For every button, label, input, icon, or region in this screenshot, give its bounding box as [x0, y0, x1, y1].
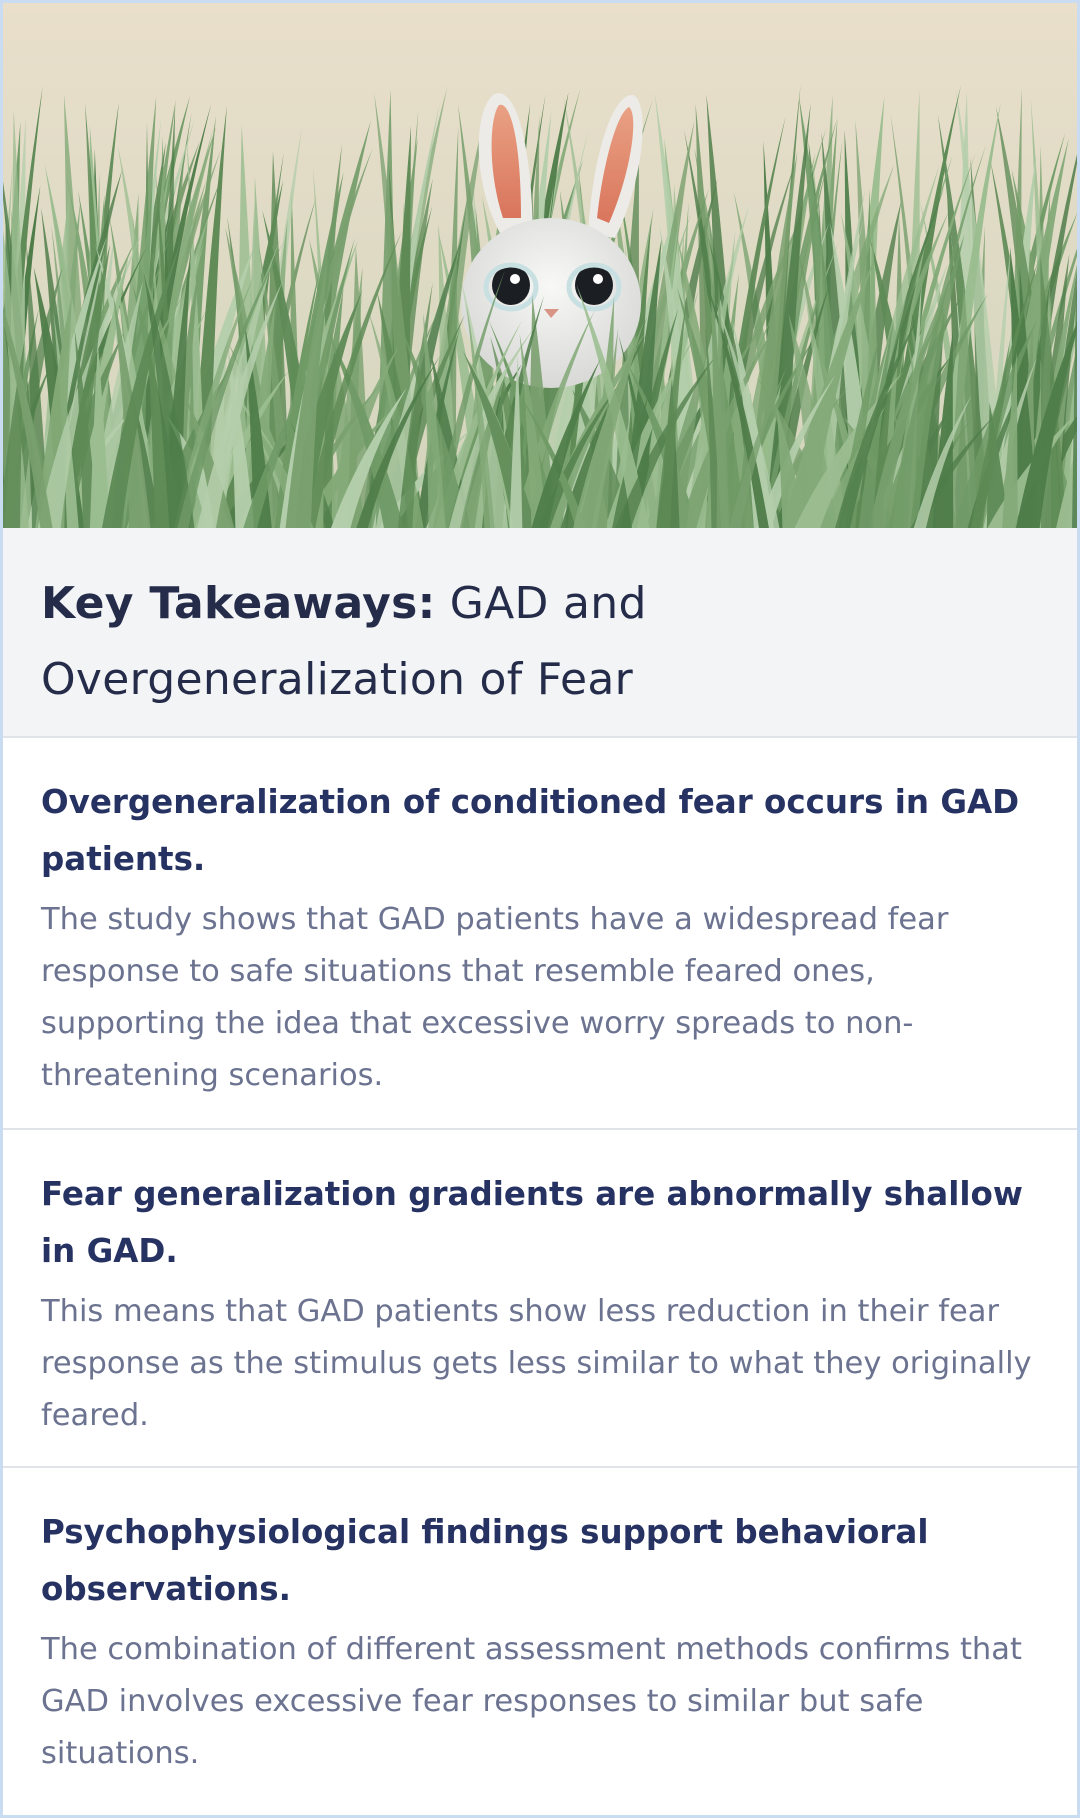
takeaway-item [3, 1130, 1077, 1468]
takeaway-item [3, 738, 1077, 1130]
takeaway-heading: Overgeneralization of conditioned fear occurs in GAD patients. [41, 783, 1020, 878]
takeaway-body: The combination of different assessment methods confirms that GAD involves excessive fear responses to similar but safe situations. [41, 1632, 1022, 1771]
title-bold: Key Takeaways: [41, 578, 436, 629]
bunny-in-grass-illustration [3, 3, 1077, 528]
card-header [3, 528, 1077, 738]
hero-image [3, 3, 1077, 528]
takeaway-heading: Psychophysiological findings support behavioral observations. [41, 1513, 929, 1608]
title-rest: GAD and Overgeneralization of Fear [41, 578, 647, 705]
page-title [41, 566, 1039, 718]
takeaway-body: The study shows that GAD patients have a widespread fear response to safe situations that resemble feared ones, supporting the idea that excessive worry spreads to non-threatening scenarios. [41, 902, 949, 1093]
takeaway-item [3, 1468, 1077, 1813]
takeaway-heading: Fear generalization gradients are abnormally shallow in GAD. [41, 1175, 1023, 1270]
takeaway-body: This means that GAD patients show less reduction in their fear response as the stimulus gets less similar to what they originally feared. [41, 1294, 1032, 1433]
